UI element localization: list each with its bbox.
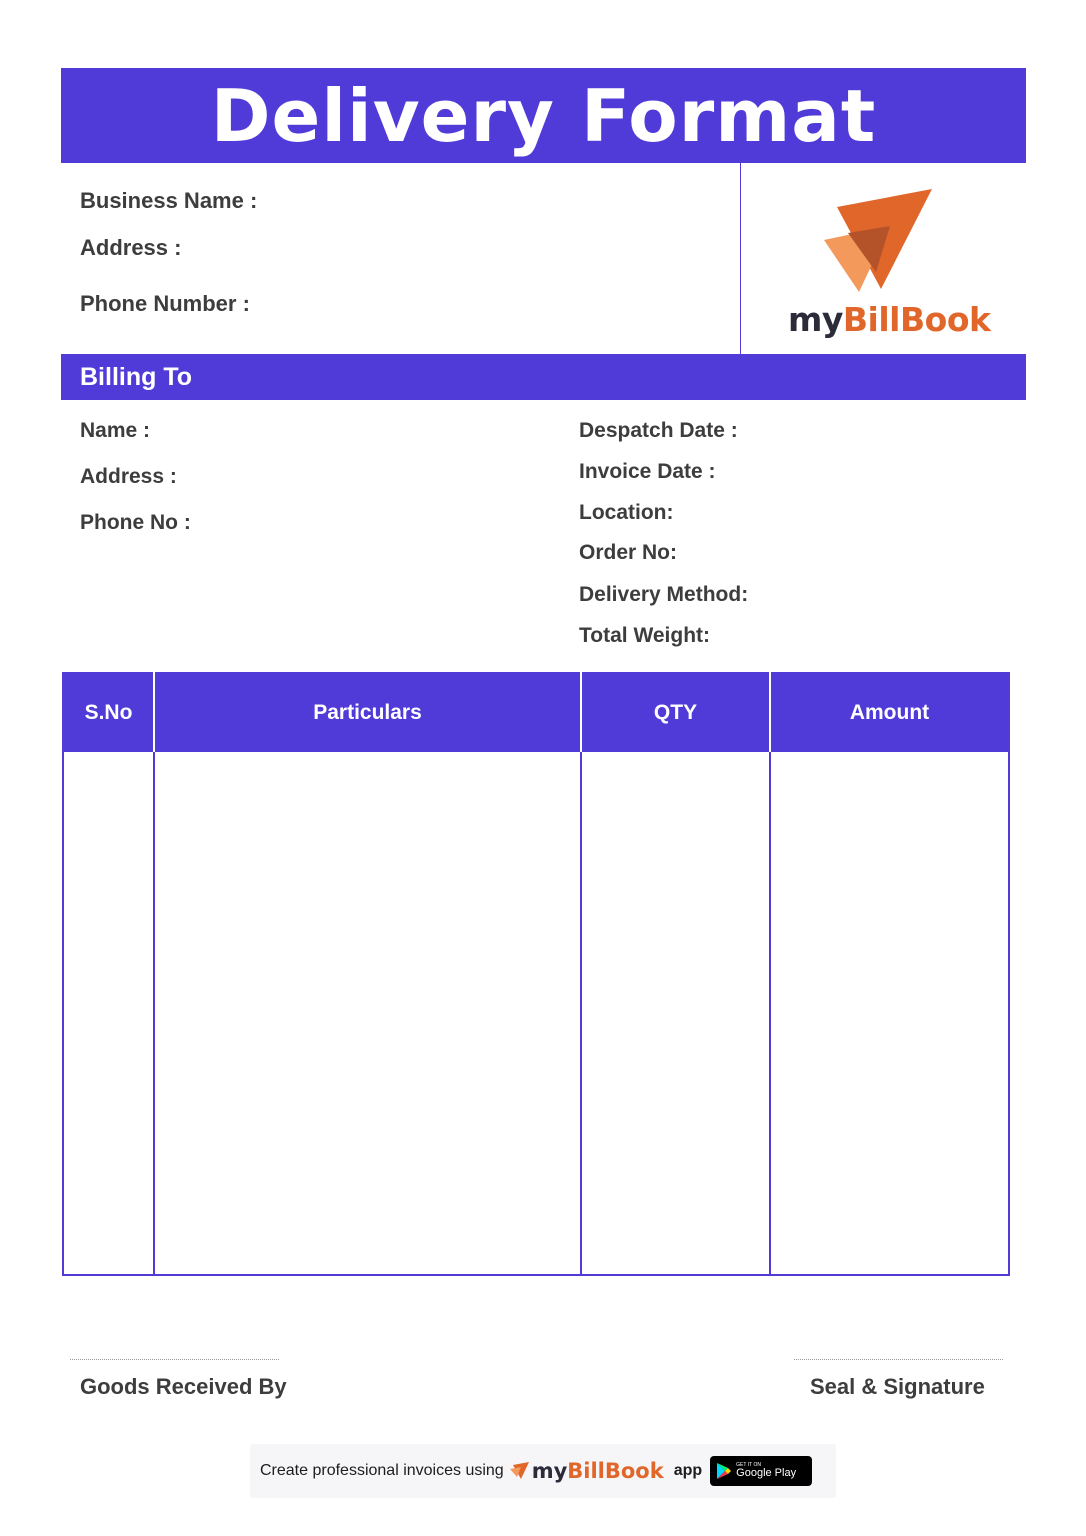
footer-brand-my: my (531, 1459, 568, 1483)
invoice-date-label: Invoice Date : (579, 460, 716, 483)
cell-sno (63, 752, 154, 1275)
location-label: Location: (579, 501, 674, 524)
cell-amount (770, 752, 1009, 1275)
delivery-method-label: Delivery Method: (579, 583, 749, 606)
col-header-sno: S.No (63, 673, 154, 752)
footer-promo-banner[interactable] (250, 1444, 836, 1498)
header-divider (740, 163, 741, 355)
billing-to-label: Billing To (80, 362, 193, 391)
footer-app-text: app (673, 1462, 703, 1479)
google-play-big-text: Google Play (736, 1467, 797, 1479)
table-row (63, 752, 1009, 1275)
footer-brand-text (532, 1459, 664, 1483)
despatch-date-label: Despatch Date : (579, 419, 738, 442)
page-title: Delivery Format (61, 68, 1026, 163)
billing-address-label: Address : (80, 465, 177, 488)
paper-plane-small-icon (510, 1462, 530, 1480)
google-play-small-text: GET IT ON (736, 1462, 761, 1468)
billing-to-heading (61, 354, 1026, 400)
google-play-badge[interactable] (710, 1456, 812, 1486)
goods-received-by-label: Goods Received By (80, 1374, 287, 1399)
billing-name-label: Name : (80, 419, 151, 442)
brand-logo-billbook: BillBook (842, 300, 991, 339)
col-header-amount: Amount (770, 673, 1009, 752)
footer-brand-billbook: BillBook (567, 1459, 664, 1483)
footer-promo-text: Create professional invoices using (260, 1462, 504, 1479)
billing-phone-label: Phone No : (80, 511, 191, 534)
brand-logo-text (788, 300, 990, 339)
received-by-line (70, 1359, 279, 1360)
business-phone-label: Phone Number : (80, 291, 250, 316)
google-play-text (736, 1463, 796, 1479)
items-table (62, 672, 1010, 1276)
business-name-label: Business Name : (80, 188, 258, 213)
google-play-icon (716, 1462, 732, 1480)
order-no-label: Order No: (579, 541, 678, 564)
brand-logo-my: my (788, 300, 843, 339)
footer-brand-logo (510, 1459, 664, 1483)
total-weight-label: Total Weight: (579, 624, 711, 647)
col-header-particulars: Particulars (154, 673, 581, 752)
seal-signature-line (794, 1359, 1003, 1360)
cell-qty (581, 752, 770, 1275)
business-address-label: Address : (80, 235, 182, 260)
table-header-row (63, 673, 1009, 752)
col-header-qty: QTY (581, 673, 770, 752)
seal-signature-label: Seal & Signature (810, 1374, 985, 1399)
cell-particulars (154, 752, 581, 1275)
